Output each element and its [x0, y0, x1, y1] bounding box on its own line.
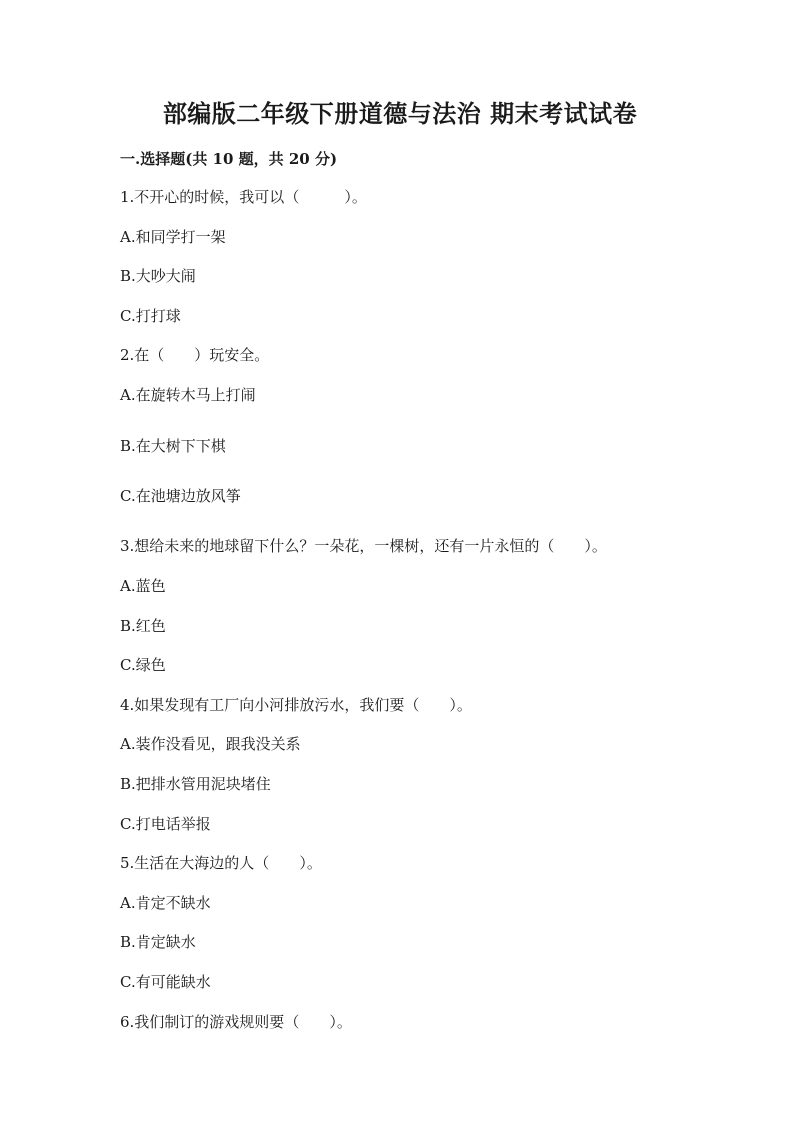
question-option: B.肯定缺水 — [120, 933, 196, 951]
exam-title: 部编版二年级下册道德与法治 期末考试试卷 — [162, 99, 638, 128]
question-stem: 1.不开心的时候，我可以（ ）。 — [120, 188, 367, 206]
question-option: B.红色 — [120, 617, 166, 635]
question-option: B.把排水管用泥块堵住 — [120, 775, 271, 793]
question-option: A.蓝色 — [120, 577, 166, 595]
question-option: A.装作没看见，跟我没关系 — [120, 735, 301, 753]
question-stem: 4.如果发现有工厂向小河排放污水，我们要（ ）。 — [120, 696, 472, 714]
question-option: B.在大树下下棋 — [120, 437, 226, 455]
section-heading: 一.选择题(共 10 题，共 20 分) — [120, 150, 338, 168]
question-stem: 2.在（ ）玩安全。 — [120, 346, 270, 364]
question-stem: 6.我们制订的游戏规则要（ ）。 — [120, 1013, 352, 1031]
question-option: A.肯定不缺水 — [120, 894, 211, 912]
question-option: C.有可能缺水 — [120, 973, 211, 991]
question-stem: 3.想给未来的地球留下什么？一朵花，一棵树，还有一片永恒的（ ）。 — [120, 537, 607, 555]
question-stem: 5.生活在大海边的人（ ）。 — [120, 854, 322, 872]
question-option: A.在旋转木马上打闹 — [120, 386, 256, 404]
question-option: C.在池塘边放风筝 — [120, 487, 241, 505]
question-option: C.打打球 — [120, 307, 181, 325]
question-option: A.和同学打一架 — [120, 228, 226, 246]
question-option: C.打电话举报 — [120, 815, 211, 833]
question-option: C.绿色 — [120, 656, 166, 674]
question-option: B.大吵大闹 — [120, 267, 196, 285]
